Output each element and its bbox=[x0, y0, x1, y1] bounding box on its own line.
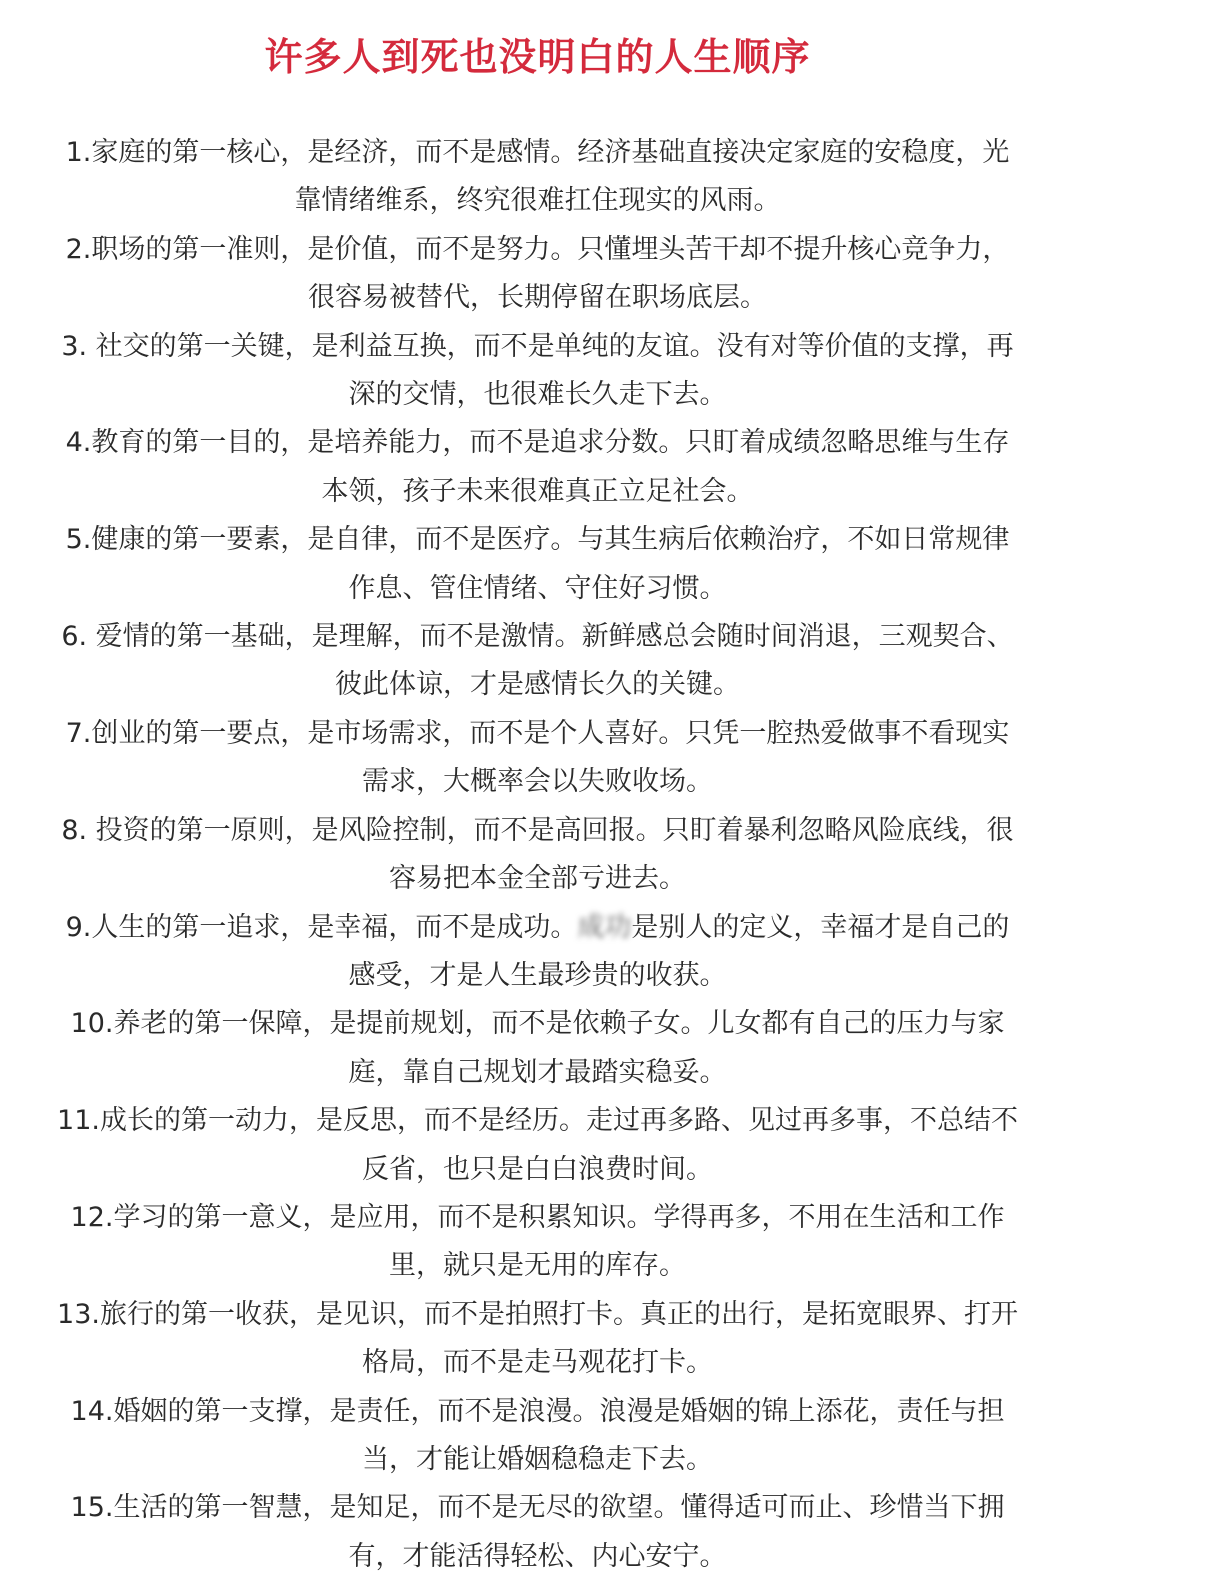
item-text: 6. 爱情的第一基础，是理解，而不是激情。新鲜感总会随时间消退，三观契合、 bbox=[61, 621, 1014, 653]
item-line-1 bbox=[0, 1388, 1075, 1436]
item-line-1 bbox=[0, 516, 1075, 564]
item-line-2: 很容易被替代，长期停留在职场底层。 bbox=[308, 282, 767, 314]
item-line-2: 庭，靠自己规划才最踏实稳妥。 bbox=[348, 1056, 727, 1088]
item-text-rest: 是别人的定义，幸福才是自己的 bbox=[631, 911, 1010, 943]
item-line-1 bbox=[0, 226, 1075, 274]
item-line-2: 深的交情，也很难长久走下去。 bbox=[348, 379, 727, 411]
blurred-word: 成功 bbox=[577, 911, 632, 943]
list-item bbox=[0, 1097, 1075, 1194]
item-line-1 bbox=[0, 129, 1075, 177]
item-line-1 bbox=[0, 904, 1075, 952]
item-line-2: 本领，孩子未来很难真正立足社会。 bbox=[321, 475, 754, 507]
item-text: 10.养老的第一保障，是提前规划，而不是依赖子女。儿女都有自己的压力与家 bbox=[70, 1008, 1005, 1040]
list-item bbox=[0, 226, 1075, 323]
list-item bbox=[0, 1388, 1075, 1485]
item-line-2: 需求，大概率会以失败收场。 bbox=[362, 766, 713, 798]
list-item bbox=[0, 1000, 1075, 1097]
item-line-2: 感受，才是人生最珍贵的收获。 bbox=[348, 959, 727, 991]
item-line-1 bbox=[0, 1291, 1075, 1339]
item-text: 3. 社交的第一关键，是利益互换，而不是单纯的友谊。没有对等价值的支撑，再 bbox=[61, 330, 1014, 362]
list-item bbox=[0, 323, 1075, 420]
item-line-2: 格局，而不是走马观花打卡。 bbox=[362, 1347, 713, 1379]
item-line-1 bbox=[0, 1097, 1075, 1145]
list-item bbox=[0, 1484, 1075, 1581]
item-line-1 bbox=[0, 710, 1075, 758]
item-text: 5.健康的第一要素，是自律，而不是医疗。与其生病后依赖治疗，不如日常规律 bbox=[65, 524, 1010, 556]
item-line-1 bbox=[0, 419, 1075, 467]
list-item bbox=[0, 710, 1075, 807]
list-item bbox=[0, 807, 1075, 904]
list-item bbox=[0, 1194, 1075, 1291]
item-line-2: 反省，也只是白白浪费时间。 bbox=[362, 1153, 713, 1185]
principles-list bbox=[0, 129, 1075, 1581]
list-item bbox=[0, 129, 1075, 226]
item-line-1 bbox=[0, 1000, 1075, 1048]
list-item bbox=[0, 613, 1075, 710]
item-text: 14.婚姻的第一支撑，是责任，而不是浪漫。浪漫是婚姻的锦上添花，责任与担 bbox=[70, 1395, 1005, 1427]
item-text: 15.生活的第一智慧，是知足，而不是无尽的欲望。懂得适可而止、珍惜当下拥 bbox=[70, 1492, 1005, 1524]
item-line-2: 作息、管住情绪、守住好习惯。 bbox=[348, 572, 727, 604]
item-line-2: 靠情绪维系，终究很难扛住现实的风雨。 bbox=[294, 185, 781, 217]
item-text: 9.人生的第一追求，是幸福，而不是成功。 bbox=[65, 911, 578, 943]
page-title: 许多人到死也没明白的人生顺序 bbox=[264, 35, 811, 79]
item-text: 7.创业的第一要点，是市场需求，而不是个人喜好。只凭一腔热爱做事不看现实 bbox=[65, 717, 1010, 749]
item-line-1 bbox=[0, 323, 1075, 371]
item-text: 4.教育的第一目的，是培养能力，而不是追求分数。只盯着成绩忽略思维与生存 bbox=[65, 427, 1010, 459]
item-line-2: 有，才能活得轻松、内心安宁。 bbox=[348, 1540, 727, 1572]
item-text: 12.学习的第一意义，是应用，而不是积累知识。学得再多，不用在生活和工作 bbox=[70, 1201, 1005, 1233]
item-line-2: 容易把本金全部亏进去。 bbox=[389, 863, 686, 895]
list-item bbox=[0, 904, 1075, 1001]
item-line-1 bbox=[0, 1484, 1075, 1532]
item-line-2: 里，就只是无用的库存。 bbox=[389, 1250, 686, 1282]
item-line-1 bbox=[0, 1194, 1075, 1242]
item-line-1 bbox=[0, 613, 1075, 661]
item-line-1 bbox=[0, 807, 1075, 855]
item-text: 8. 投资的第一原则，是风险控制，而不是高回报。只盯着暴利忽略风险底线，很 bbox=[61, 814, 1014, 846]
item-text: 1.家庭的第一核心，是经济，而不是感情。经济基础直接决定家庭的安稳度，光 bbox=[65, 137, 1010, 168]
list-item bbox=[0, 419, 1075, 516]
item-text: 2.职场的第一准则，是价值，而不是努力。只懂埋头苦干却不提升核心竞争力， bbox=[65, 233, 1010, 265]
item-text: 13.旅行的第一收获，是见识，而不是拍照打卡。真正的出行，是拓宽眼界、打开 bbox=[57, 1298, 1018, 1330]
item-text: 11.成长的第一动力，是反思，而不是经历。走过再多路、见过再多事，不总结不 bbox=[57, 1105, 1018, 1137]
list-item bbox=[0, 1291, 1075, 1388]
list-item bbox=[0, 516, 1075, 613]
item-line-2: 当，才能让婚姻稳稳走下去。 bbox=[362, 1443, 713, 1475]
item-line-2: 彼此体谅，才是感情长久的关键。 bbox=[335, 669, 740, 701]
